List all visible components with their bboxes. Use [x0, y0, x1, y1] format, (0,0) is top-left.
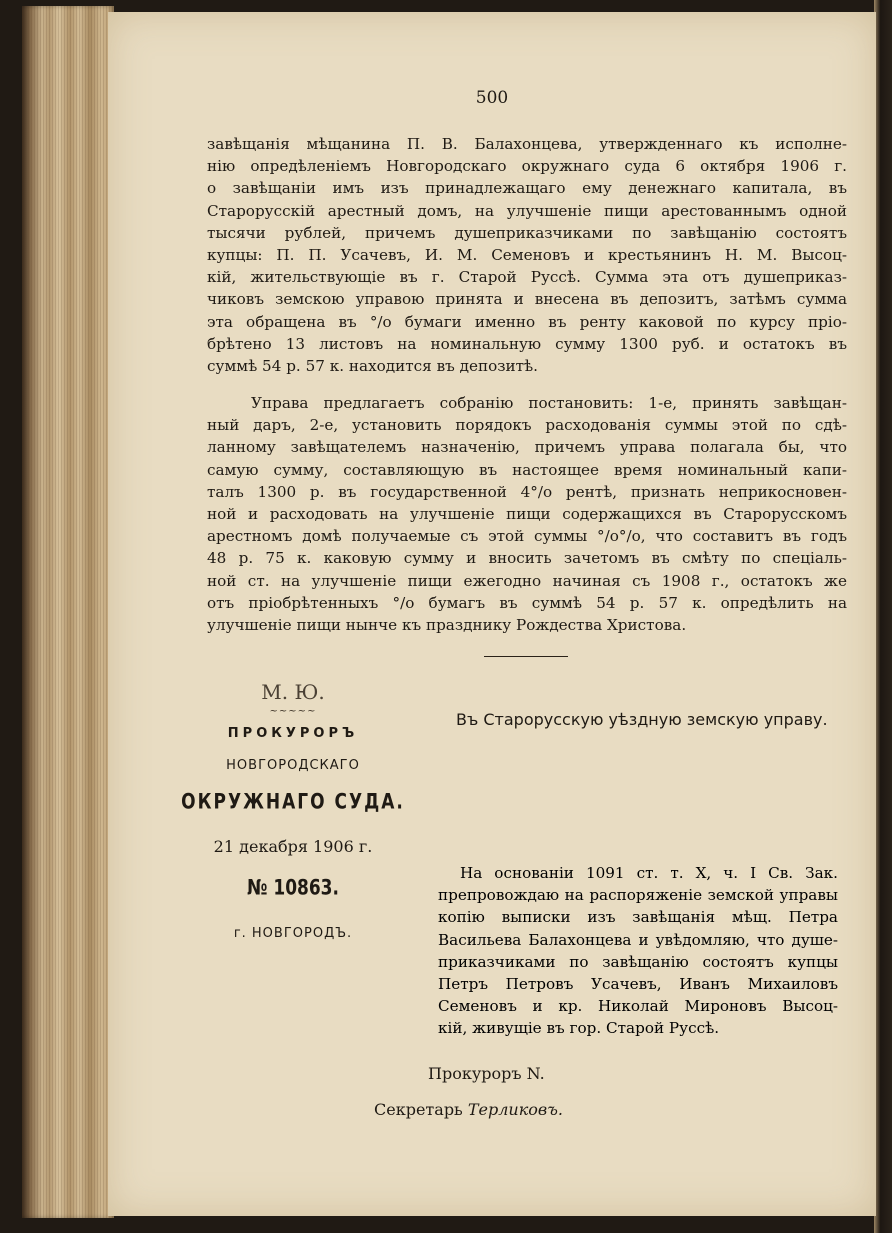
section-divider — [484, 656, 568, 657]
letterhead-city: г. НОВГОРОДЪ. — [233, 926, 353, 941]
paragraph-line: Старорусскій арестный домъ, на улучшеніе пищи арестованнымъ одной — [207, 201, 847, 220]
paragraph-line: отъ пріобрѣтенныхъ °/о бумагъ въ суммѣ 54 р. 57 к. опредѣлить на — [207, 593, 847, 612]
paragraph-line: о завѣщаніи имъ изъ принадлежащаго ему денежнаго капитала, въ — [207, 179, 847, 198]
letterhead-number: № 10863. — [247, 875, 339, 901]
paragraph-1 — [207, 133, 847, 377]
paragraph-line: чиковъ земскою управою принята и внесена въ депозитъ, затѣмъ сумма — [207, 290, 847, 309]
paragraph-line: купцы: П. П. Усачевъ, И. М. Семеновъ и крестьянинъ Н. М. Высоц- — [207, 245, 847, 264]
letter-line: кій, живущіе въ гор. Старой Руссѣ. — [438, 1019, 720, 1038]
letter-line: Петръ Петровъ Усачевъ, Иванъ Михаиловъ — [438, 974, 838, 993]
letterhead-date: 21 декабря 1906 г. — [213, 837, 373, 856]
paragraph-line: ной ст. на улучшеніе пищи ежегодно начиная съ 1908 г., остатокъ же — [207, 571, 847, 590]
letterhead-ornament: ~~~~~ — [269, 706, 317, 717]
paragraph-line: тысячи рублей, причемъ душеприказчиками по завѣщанію состоятъ — [207, 223, 847, 242]
letter-line: Васильева Балахонцева и увѣдомляю, что душе- — [438, 930, 838, 949]
addressee: Въ Старорусскую уѣздную земскую управу. — [456, 710, 828, 729]
book-right-edge — [874, 0, 892, 1233]
paragraph-line: кій, жительствующіе въ г. Старой Руссѣ. Сумма эта отъ душеприказ- — [207, 268, 847, 287]
paragraph-line: ной и расходовать на улучшеніе пищи содержащихся въ Старорусскомъ — [207, 504, 847, 523]
letter-line: Семеновъ и кр. Николай Мироновъ Высоц- — [438, 997, 838, 1016]
book-page — [108, 12, 876, 1216]
letter-line: препровождаю на распоряженіе земской управы — [438, 886, 838, 905]
paragraph-line: завѣщанія мѣщанина П. В. Балахонцева, утвержденнаго къ исполне- — [207, 135, 847, 153]
letterhead-title: ПРОКУРОРЪ — [227, 726, 359, 741]
paragraph-line: самую сумму, составляющую въ настоящее время номинальный капи- — [207, 460, 847, 479]
letter-line: приказчиками по завѣщанію состоятъ купцы — [438, 952, 838, 971]
letterhead-region: НОВГОРОДСКАГО — [226, 758, 360, 773]
paragraph-line: ный даръ, 2-е, установить порядокъ расходованія суммы этой по сдѣ- — [207, 416, 847, 435]
signature-prosecutor: Прокуроръ N. — [428, 1064, 545, 1083]
page-number: 500 — [475, 88, 509, 108]
letter-line: На основаніи 1091 ст. т. X, ч. I Св. Зак. — [460, 864, 838, 882]
signature-secretary — [374, 1100, 563, 1119]
paragraph-line: эта обращена въ °/о бумаги именно въ ренту каковой по курсу пріо- — [207, 312, 847, 331]
paragraph-2 — [207, 392, 847, 636]
paragraph-line: 48 р. 75 к. каковую сумму и вносить зачетомъ въ смѣту по спеціаль- — [207, 549, 847, 568]
letterhead-initials: М. Ю. — [261, 680, 325, 704]
secretary-label: Секретарь — [374, 1100, 463, 1119]
paragraph-line: арестномъ домѣ получаемые съ этой суммы °/о°/о, что составитъ въ годъ — [207, 527, 847, 546]
paragraph-line: нію опредѣленіемъ Новгородскаго окружнаго суда 6 октября 1906 г. — [207, 157, 847, 176]
paragraph-line: талъ 1300 р. въ государственной 4°/о рентѣ, признать неприкосновен- — [207, 482, 847, 501]
book-page-edges — [22, 6, 114, 1218]
paragraph-line: суммѣ 54 р. 57 к. находится въ депозитѣ. — [207, 356, 539, 375]
paragraph-line: ланному завѣщателемъ назначенію, причемъ управа полагала бы, что — [207, 438, 847, 457]
paragraph-line: брѣтено 13 листовъ на номинальную сумму 1300 руб. и остатокъ въ — [207, 334, 847, 353]
secretary-name: Терликовъ. — [467, 1100, 563, 1119]
letter-body — [438, 862, 838, 1040]
letterhead-court: ОКРУЖНАГО СУДА. — [181, 789, 405, 815]
letter-line: копію выписки изъ завѣщанія мѣщ. Петра — [438, 908, 838, 927]
paragraph-line: Управа предлагаетъ собранію постановить: 1-е, принять завѣщан- — [251, 394, 847, 412]
paragraph-line: улучшеніе пищи нынче къ празднику Рождества Христова. — [207, 615, 687, 634]
